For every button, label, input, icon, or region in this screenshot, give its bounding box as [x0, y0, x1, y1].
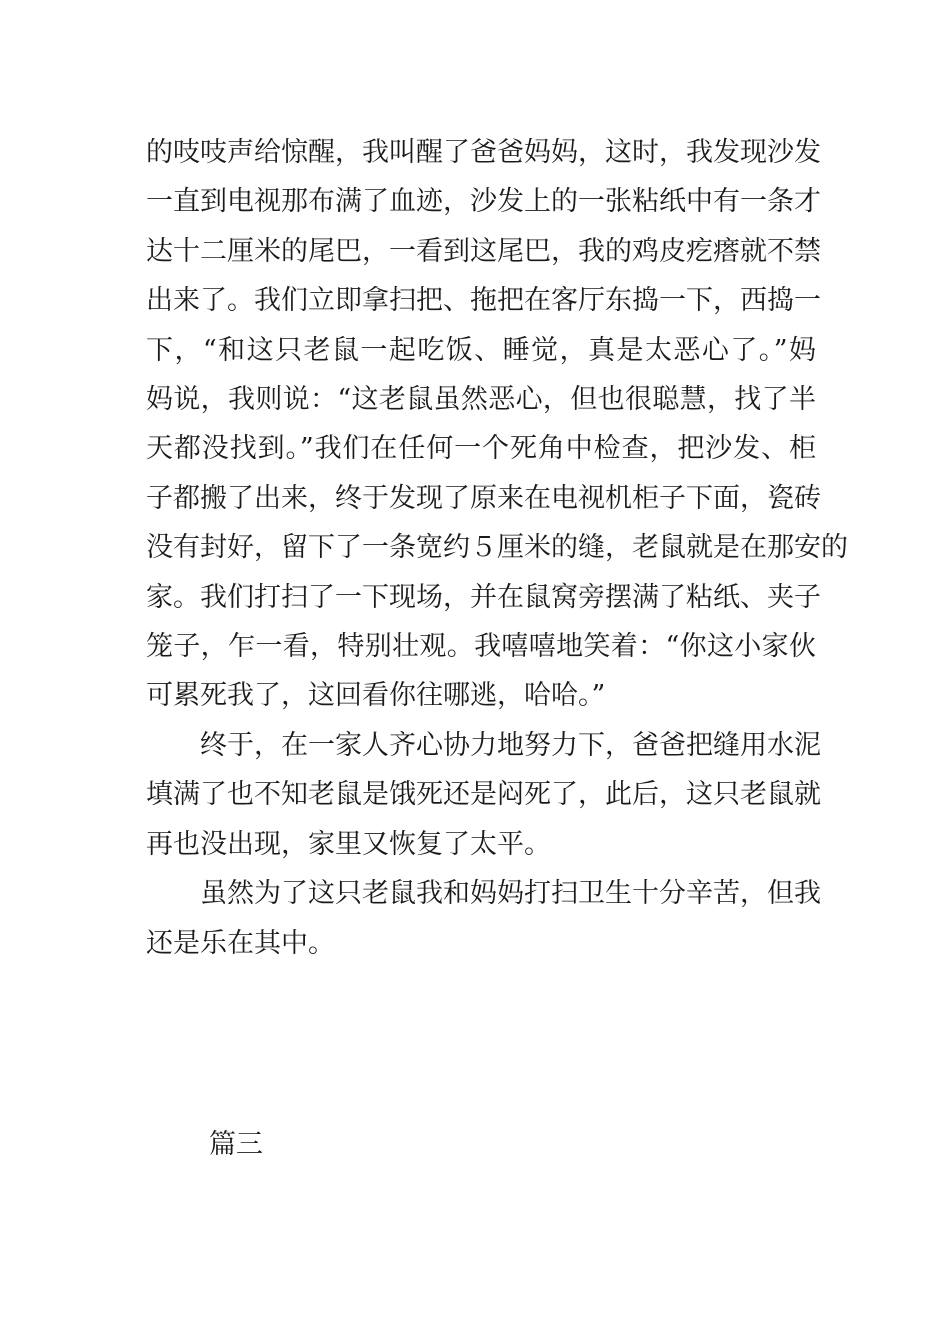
text-line: 天都没找到。”我们在任何一个死角中检查，把沙发、柜 — [146, 433, 816, 465]
text-line: 出来了。我们立即拿扫把、拖把在客厅东捣一下，西捣一 — [146, 285, 821, 317]
text-line: 子都搬了出来，终于发现了原来在电视机柜子下面，瓷砖 — [146, 482, 821, 514]
text-line: 虽然为了这只老鼠我和妈妈打扫卫生十分辛苦，但我 — [200, 878, 821, 910]
body-text — [146, 128, 848, 968]
text-line: 没有封好，留下了一条宽约５厘米的缝，老鼠就是在那安的 — [146, 532, 848, 564]
text-line: 家。我们打扫了一下现场，并在鼠窝旁摆满了粘纸、夹子 — [146, 581, 821, 613]
text-line: 妈说，我则说：“这老鼠虽然恶心，但也很聪慧，找了半 — [146, 384, 816, 416]
text-line: 笼子，乍一看，特别壮观。我嘻嘻地笑着：“你这小家伙 — [146, 631, 816, 663]
text-line: 还是乐在其中。 — [146, 927, 335, 959]
text-line: 达十二厘米的尾巴，一看到这尾巴，我的鸡皮疙瘩就不禁 — [146, 235, 821, 267]
text-line: 再也没出现，家里又恢复了太平。 — [146, 828, 551, 860]
text-line: 下，“和这只老鼠一起吃饭、睡觉，真是太恶心了。”妈 — [146, 334, 816, 366]
text-line: 终于，在一家人齐心协力地努力下，爸爸把缝用水泥 — [200, 729, 821, 761]
section-heading: 篇三 — [209, 1129, 263, 1160]
text-line: 一直到电视那布满了血迹，沙发上的一张粘纸中有一条才 — [146, 186, 821, 218]
text-line: 的吱吱声给惊醒，我叫醒了爸爸妈妈，这时，我发现沙发 — [146, 137, 821, 168]
text-line: 填满了也不知老鼠是饿死还是闷死了，此后，这只老鼠就 — [146, 779, 821, 811]
text-line: 可累死我了，这回看你往哪逃，哈哈。” — [146, 680, 606, 712]
